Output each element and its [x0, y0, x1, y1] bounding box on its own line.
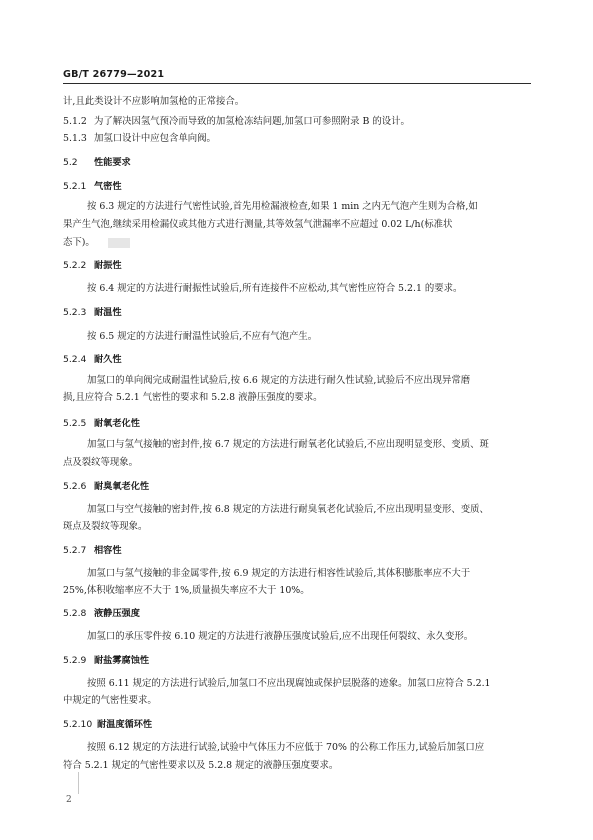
section-title: 相容性 — [94, 545, 122, 556]
watermark-stamp — [108, 238, 130, 248]
standard-code: GB/T 26779—2021 — [63, 69, 165, 80]
subsection-heading-5-2-8 — [63, 607, 140, 621]
body-line: 态下)。 — [63, 237, 95, 248]
clause-text: 为了解决因氢气预冷而导致的加氢枪冻结问题,加氢口可参照附录 B 的设计。 — [94, 116, 410, 127]
subsection-heading-5-2-5 — [63, 417, 140, 431]
body-line: 加氢口与空气接触的密封件,按 6.8 规定的方法进行耐臭氧老化试验后,不应出现明显变形、变质、 — [87, 504, 489, 515]
body-line: 果产生气泡,继续采用检漏仪或其他方式进行测量,其等效氢气泄漏率不应超过 0.02 L/h(标准状 — [63, 219, 453, 230]
section-number: 5.2.9 — [63, 655, 87, 666]
clause-number: 5.1.3 — [63, 133, 87, 144]
margin-mark — [78, 772, 79, 794]
subsection-heading-5-2-4 — [63, 353, 122, 367]
body-line: 按照 6.11 规定的方法进行试验后,加氢口不应出现腐蚀或保护层脱落的迹象。加氢口应符合 5.2.1 — [87, 678, 491, 689]
body-line: 符合 5.2.1 规定的气密性要求以及 5.2.8 规定的液静压强度要求。 — [63, 760, 339, 771]
section-title: 耐盐雾腐蚀性 — [94, 655, 150, 666]
subsection-heading-5-2-1 — [63, 180, 122, 194]
page-number: 2 — [66, 795, 72, 805]
section-title: 耐氧老化性 — [94, 418, 140, 429]
section-number: 5.2 — [63, 157, 78, 168]
section-number: 5.2.2 — [63, 260, 87, 271]
section-number: 5.2.10 — [63, 719, 93, 730]
body-line: 按 6.4 规定的方法进行耐振性试验后,所有连接件不应松动,其气密性应符合 5.2.1 的要求。 — [87, 283, 463, 294]
body-line: 计,且此类设计不应影响加氢枪的正常接合。 — [63, 96, 245, 107]
body-line: 斑点及裂纹等现象。 — [63, 521, 148, 532]
clause-number: 5.1.2 — [63, 116, 87, 127]
subsection-heading-5-2-3 — [63, 306, 122, 320]
section-title: 耐振性 — [94, 260, 122, 271]
section-title: 耐温性 — [94, 307, 122, 318]
body-line: 中规定的气密性要求。 — [63, 695, 157, 706]
body-line: 按 6.5 规定的方法进行耐温性试验后,不应有气泡产生。 — [87, 331, 318, 342]
subsection-heading-5-2-7 — [63, 544, 122, 558]
section-title: 耐臭氧老化性 — [94, 481, 150, 492]
body-line: 加氢口的承压零件按 6.10 规定的方法进行液静压强度试验后,应不出现任何裂纹、永久变形。 — [87, 631, 474, 642]
subsection-heading-5-2-2 — [63, 259, 122, 273]
section-number: 5.2.1 — [63, 181, 87, 192]
section-heading-5-2 — [63, 156, 131, 170]
body-line: 加氢口的单向阀完成耐温性试验后,按 6.6 规定的方法进行耐久性试验,试验后不应出现异常磨 — [87, 375, 471, 386]
subsection-heading-5-2-9 — [63, 654, 149, 668]
section-title: 性能要求 — [94, 157, 131, 168]
section-title: 液静压强度 — [94, 608, 140, 619]
section-title: 气密性 — [94, 181, 122, 192]
section-number: 5.2.4 — [63, 354, 87, 365]
section-number: 5.2.5 — [63, 418, 87, 429]
clause-5-1-3 — [63, 132, 216, 146]
subsection-heading-5-2-6 — [63, 480, 149, 494]
section-title: 耐温度循环性 — [97, 719, 153, 730]
section-number: 5.2.6 — [63, 481, 87, 492]
section-number: 5.2.7 — [63, 545, 87, 556]
body-line: 损,且应符合 5.2.1 气密性的要求和 5.2.8 液静压强度的要求。 — [63, 392, 323, 403]
body-line: 加氢口与氢气接触的密封件,按 6.7 规定的方法进行耐氧老化试验后,不应出现明显变形、变质、斑 — [87, 439, 489, 450]
clause-5-1-2 — [63, 115, 410, 129]
section-number: 5.2.3 — [63, 307, 87, 318]
body-line: 按照 6.12 规定的方法进行试验,试验中气体压力不应低于 70% 的公称工作压力,试验后加氢口应 — [87, 742, 485, 753]
section-title: 耐久性 — [94, 354, 122, 365]
subsection-heading-5-2-10 — [63, 718, 152, 732]
clause-text: 加氢口设计中应包含单向阀。 — [94, 133, 216, 144]
section-number: 5.2.8 — [63, 608, 87, 619]
body-line: 加氢口与氢气接触的非金属零件,按 6.9 规定的方法进行相容性试验后,其体积膨胀率应不大于 — [87, 568, 471, 579]
body-line: 点及裂纹等现象。 — [63, 457, 139, 468]
header-rule — [63, 83, 531, 84]
body-line: 25%,体积收缩率应不大于 1%,质量损失率应不大于 10%。 — [63, 585, 310, 596]
body-line: 按 6.3 规定的方法进行气密性试验,首先用检漏液检查,如果 1 min 之内无气泡产生则为合格,如 — [87, 201, 478, 212]
